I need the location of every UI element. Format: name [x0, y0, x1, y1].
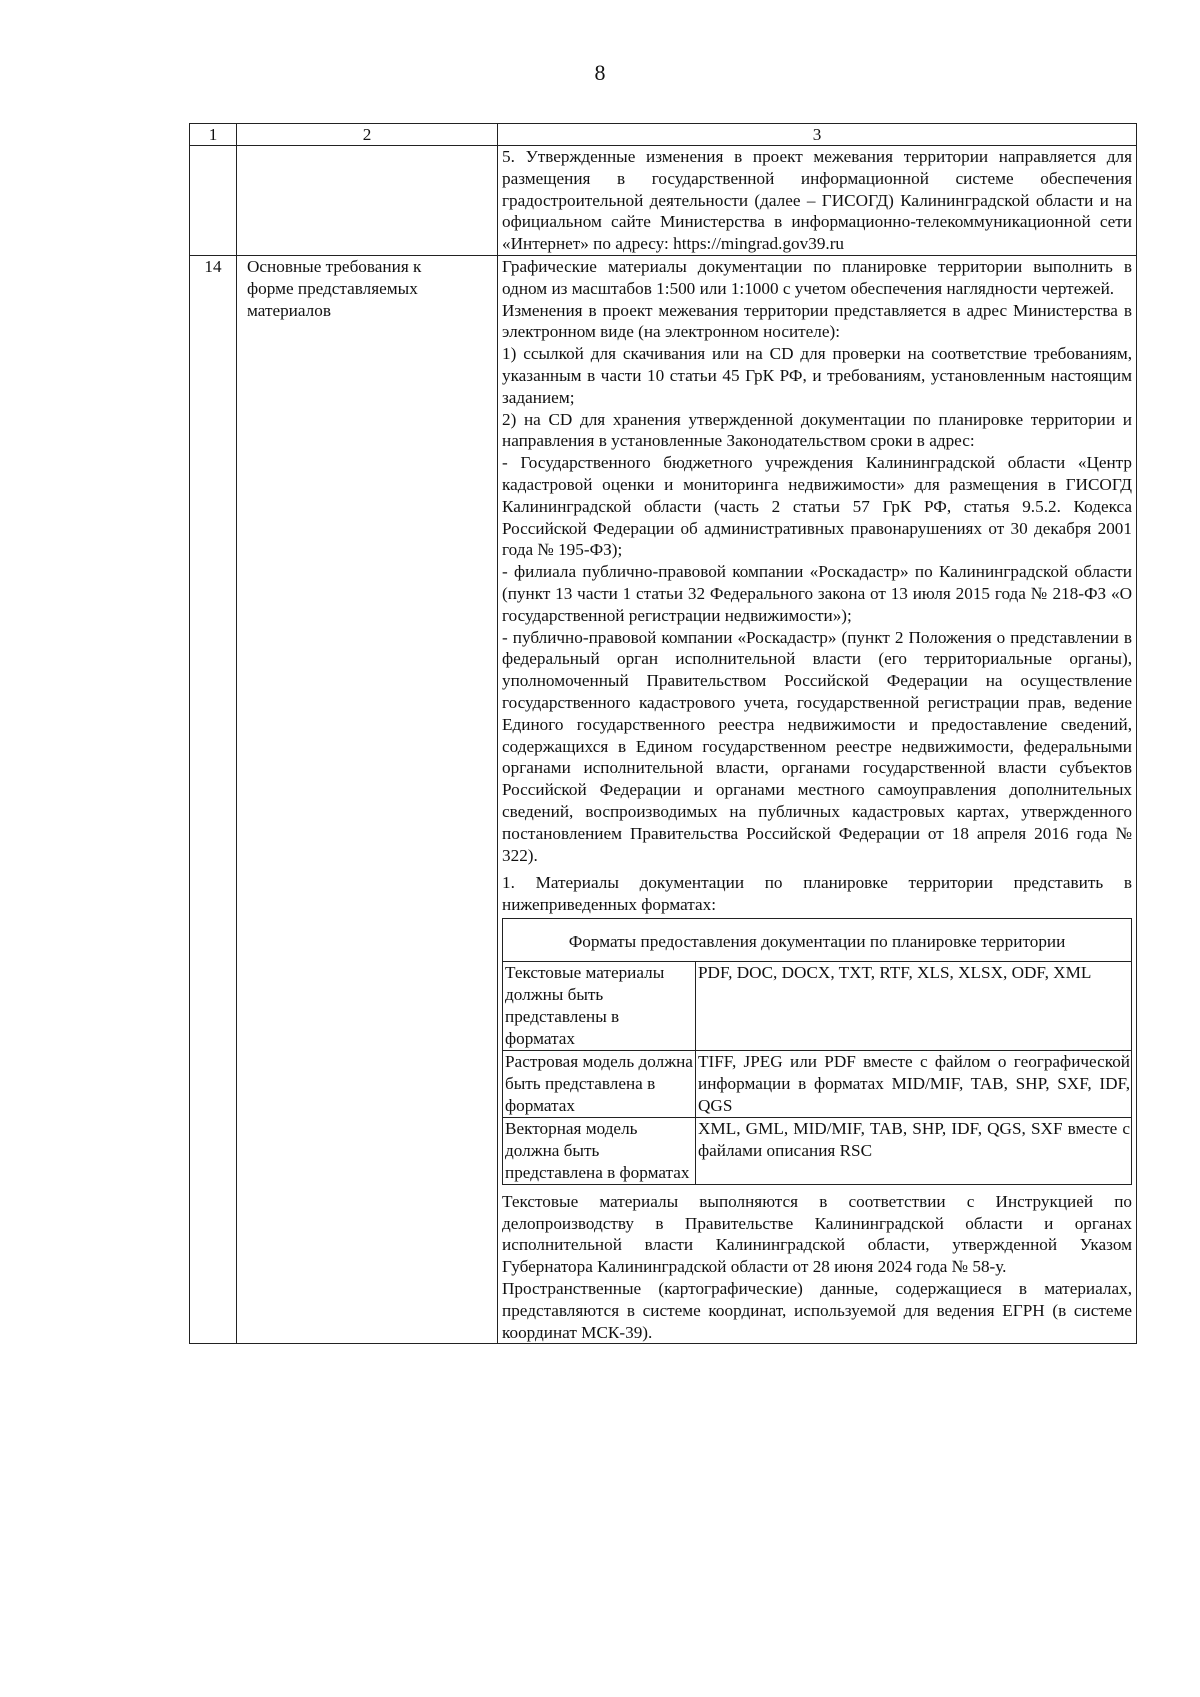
- header-col-1: 1: [190, 124, 237, 146]
- paragraph: Изменения в проект межевания территории представляется в адрес Министерства в электронном виде (на электронном носителе):: [502, 300, 1132, 342]
- formats-table: [502, 918, 1132, 1185]
- formats-row: [503, 961, 1132, 1050]
- paragraph: - филиала публично-правовой компании «Роскадастр» по Калининградской области (пункт 13 части 1 статьи 32 Федерального закона от 13 июля 2015 года № 218-ФЗ «О государственной регистрации недвижимости»);: [502, 562, 1132, 625]
- formats-row: [503, 1050, 1132, 1117]
- row-title-cell: [237, 255, 498, 1343]
- row-title: Основные требования к форме представляемых материалов: [247, 256, 422, 320]
- row-number-cell: 14: [190, 255, 237, 1343]
- requirements-table: [189, 123, 1137, 1344]
- format-value: PDF, DOC, DOCX, TXT, RTF, XLS, XLSX, ODF, XML: [696, 961, 1132, 1050]
- row-number-cell: [190, 146, 237, 256]
- format-label: Векторная модель должна быть представлена в форматах: [503, 1117, 696, 1184]
- format-value: XML, GML, MID/MIF, TAB, SHP, IDF, QGS, SXF вместе с файлами описания RSC: [696, 1117, 1132, 1184]
- table-row-14: [190, 255, 1137, 1343]
- row-content-cell: [498, 255, 1137, 1343]
- table-row-continuation: [190, 146, 1137, 256]
- paragraph: - публично-правовой компании «Роскадастр» (пункт 2 Положения о представлении в федеральный орган исполнительной власти (его территориальные органы), уполномоченный Правительством Российской Федерации на осуществление государственного кадастрового учета, государственной регистрации прав, ведение Единого государственного реестра недвижимости и предоставление сведений, содержащихся в Едином государственном реестре недвижимости, федеральными органами исполнительной власти, органами государственной власти субъектов Российской Федерации и органами местного самоуправления дополнительных сведений, воспроизводимых на публичных кадастровых картах, утвержденного постановлением Правительства Российской Федерации от 18 апреля 2016 года № 322).: [502, 627, 1132, 865]
- row-title-cell: [237, 146, 498, 256]
- paragraph: 5. Утвержденные изменения в проект межевания территории направляется для размещения в государственной информационной системе обеспечения градостроительной деятельности (далее – ГИСОГД) Калининградской области и на официальном сайте Министерства в информационно-телекоммуникационной сети «Интернет» по адресу: https://mingrad.gov39.ru: [502, 147, 1132, 254]
- paragraph: 1. Материалы документации по планировке территории представить в нижеприведенных форматах:: [502, 873, 1132, 915]
- format-value: TIFF, JPEG или PDF вместе с файлом о географической информации в форматах MID/MIF, TAB, SHP, SXF, IDF, QGS: [696, 1050, 1132, 1117]
- page-number: 8: [594, 60, 606, 85]
- paragraph: - Государственного бюджетного учреждения Калининградской области «Центр кадастровой оценки и мониторинга недвижимости» для размещения в ГИСОГД Калининградской области (часть 2 статьи 57 ГрК РФ, статья 9.5.2. Кодекса Российской Федерации об административных правонарушениях от 30 декабря 2001 года № 195-ФЗ);: [502, 453, 1132, 560]
- formats-row: [503, 1117, 1132, 1184]
- header-col-2: 2: [237, 124, 498, 146]
- format-label: Текстовые материалы должны быть представлены в форматах: [503, 961, 696, 1050]
- paragraph: 2) на CD для хранения утвержденной документации по планировке территории и направления в установленные Законодательством сроки в адрес:: [502, 409, 1132, 451]
- formats-title-row: [503, 918, 1132, 961]
- paragraph: Пространственные (картографические) данные, содержащиеся в материалах, представляются в системе координат, используемой для ведения ЕГРН (в системе координат МСК-39).: [502, 1279, 1132, 1342]
- paragraph: 1) ссылкой для скачивания или на CD для проверки на соответствие требованиям, указанным в части 10 статьи 45 ГрК РФ, и требованиям, установленным настоящим заданием;: [502, 344, 1132, 407]
- row-content-cell: [498, 146, 1137, 256]
- table-header-row: [190, 124, 1137, 146]
- paragraph: Текстовые материалы выполняются в соответствии с Инструкцией по делопроизводству в Правительстве Калининградской области и органах исполнительной власти Калининградской области, утвержденной Указом Губернатора Калининградской области от 28 июня 2024 года № 58-у.: [502, 1191, 1132, 1277]
- paragraph: Графические материалы документации по планировке территории выполнить в одном из масштабов 1:500 или 1:1000 с учетом обеспечения наглядности чертежей.: [502, 256, 1132, 298]
- header-col-3: 3: [498, 124, 1137, 146]
- format-label: Растровая модель должна быть представлена в форматах: [503, 1050, 696, 1117]
- formats-table-title: Форматы предоставления документации по планировке территории: [503, 918, 1132, 961]
